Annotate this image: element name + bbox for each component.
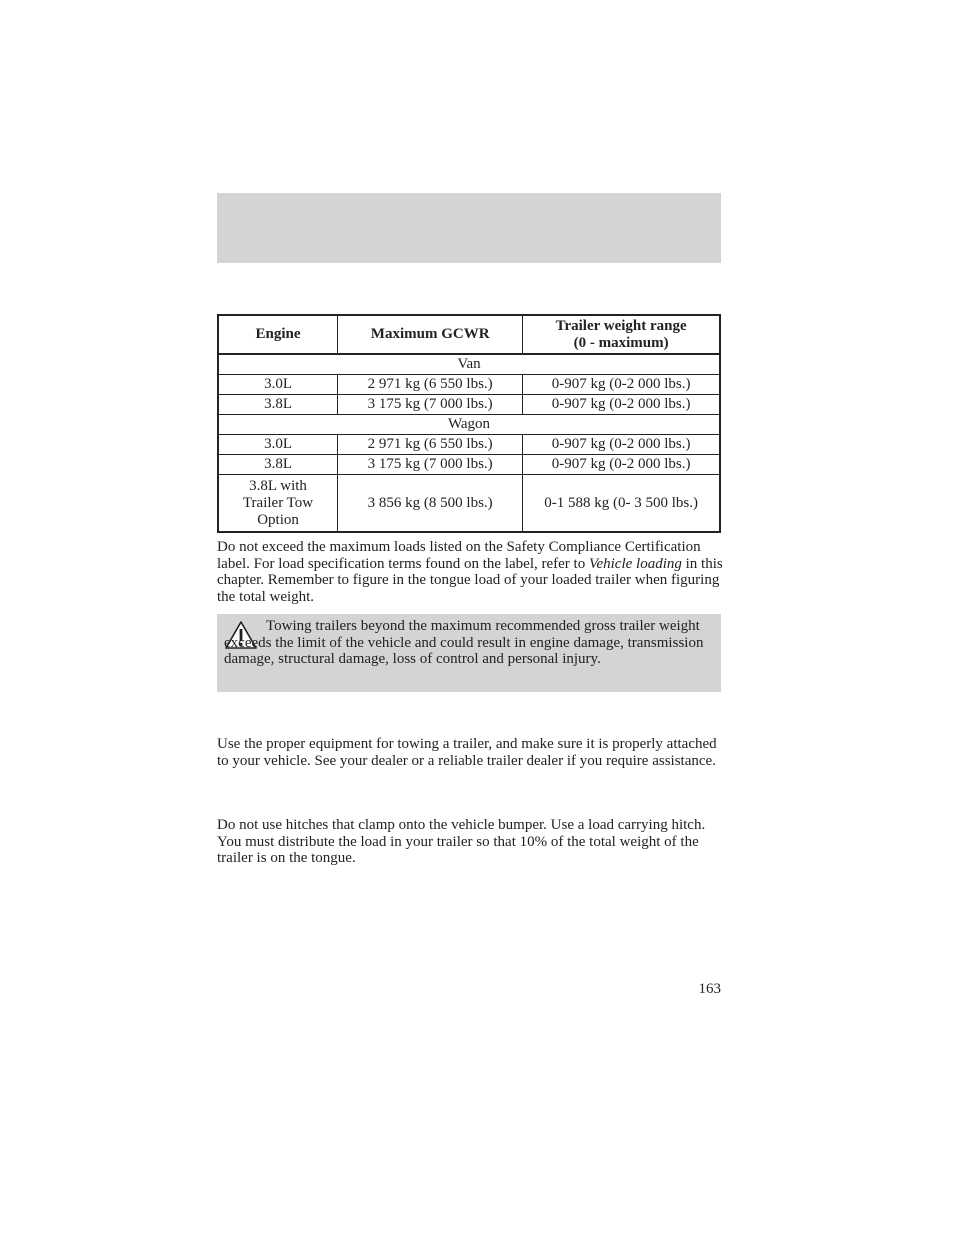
- cell-gcwr: 3 175 kg (7 000 lbs.): [338, 395, 523, 415]
- chapter-header-band: [217, 193, 721, 263]
- table-row: [218, 455, 720, 475]
- page-number: 163: [698, 981, 721, 997]
- cell-gcwr: 2 971 kg (6 550 lbs.): [338, 435, 523, 455]
- paragraph-text: Do not exceed the maximum loads listed on the Safety Compliance Certification label. For load specification terms found on the label, refer to: [217, 539, 701, 572]
- table-header-row: [218, 315, 720, 354]
- towing-weight-table: [217, 314, 721, 533]
- warning-text: Towing trailers beyond the maximum recommended gross trailer weight exceeds the limit of the vehicle and could result in engine damage, transmission damage, structural damage, loss of control and personal injury.: [224, 618, 704, 668]
- table-row: [218, 395, 720, 415]
- cell-engine: 3.0L: [218, 435, 338, 455]
- cell-range: 0-1 588 kg (0- 3 500 lbs.): [523, 475, 720, 533]
- equipment-paragraph: Use the proper equipment for towing a trailer, and make sure it is properly attached to your vehicle. See your dealer or a reliable trailer dealer if you require assistance.: [217, 736, 717, 769]
- header-max-gcwr: Maximum GCWR: [338, 315, 523, 354]
- cell-engine: 3.8L: [218, 455, 338, 475]
- cell-range: 0-907 kg (0-2 000 lbs.): [523, 395, 720, 415]
- cell-range: 0-907 kg (0-2 000 lbs.): [523, 455, 720, 475]
- header-trailer-range: [523, 315, 720, 354]
- warning-box: [217, 614, 721, 692]
- cell-engine: 3.0L: [218, 375, 338, 395]
- hitch-paragraph: Do not use hitches that clamp onto the vehicle bumper. Use a load carrying hitch. You must distribute the load in your trailer so that 10% of the total weight of the trailer is on the tongue.: [217, 817, 706, 867]
- cell-gcwr: 3 856 kg (8 500 lbs.): [338, 475, 523, 533]
- header-trailer-range-line2: (0 - maximum): [573, 334, 669, 351]
- vehicle-loading-reference: Vehicle loading: [588, 555, 682, 572]
- cell-gcwr: 2 971 kg (6 550 lbs.): [338, 375, 523, 395]
- group-row-van: [218, 354, 720, 375]
- group-label-van: Van: [218, 354, 720, 375]
- header-engine: Engine: [218, 315, 338, 354]
- cell-engine-line: 3.8L with: [249, 477, 307, 494]
- cell-gcwr: 3 175 kg (7 000 lbs.): [338, 455, 523, 475]
- cell-range: 0-907 kg (0-2 000 lbs.): [523, 375, 720, 395]
- cell-engine: [218, 475, 338, 533]
- table-row: [218, 375, 720, 395]
- group-row-wagon: [218, 415, 720, 435]
- cell-engine-line: Option: [257, 511, 299, 528]
- max-loads-paragraph: [217, 539, 723, 605]
- cell-engine-line: Trailer Tow: [242, 494, 314, 511]
- paragraph-text: in this chapter. Remember to figure in the tongue load of your loaded trailer when figuring the total weight.: [217, 555, 723, 605]
- table-row: [218, 435, 720, 455]
- cell-engine: 3.8L: [218, 395, 338, 415]
- header-trailer-range-line1: Trailer weight range: [555, 317, 687, 334]
- group-label-wagon: Wagon: [218, 415, 720, 435]
- table-row: [218, 475, 720, 533]
- cell-range: 0-907 kg (0-2 000 lbs.): [523, 435, 720, 455]
